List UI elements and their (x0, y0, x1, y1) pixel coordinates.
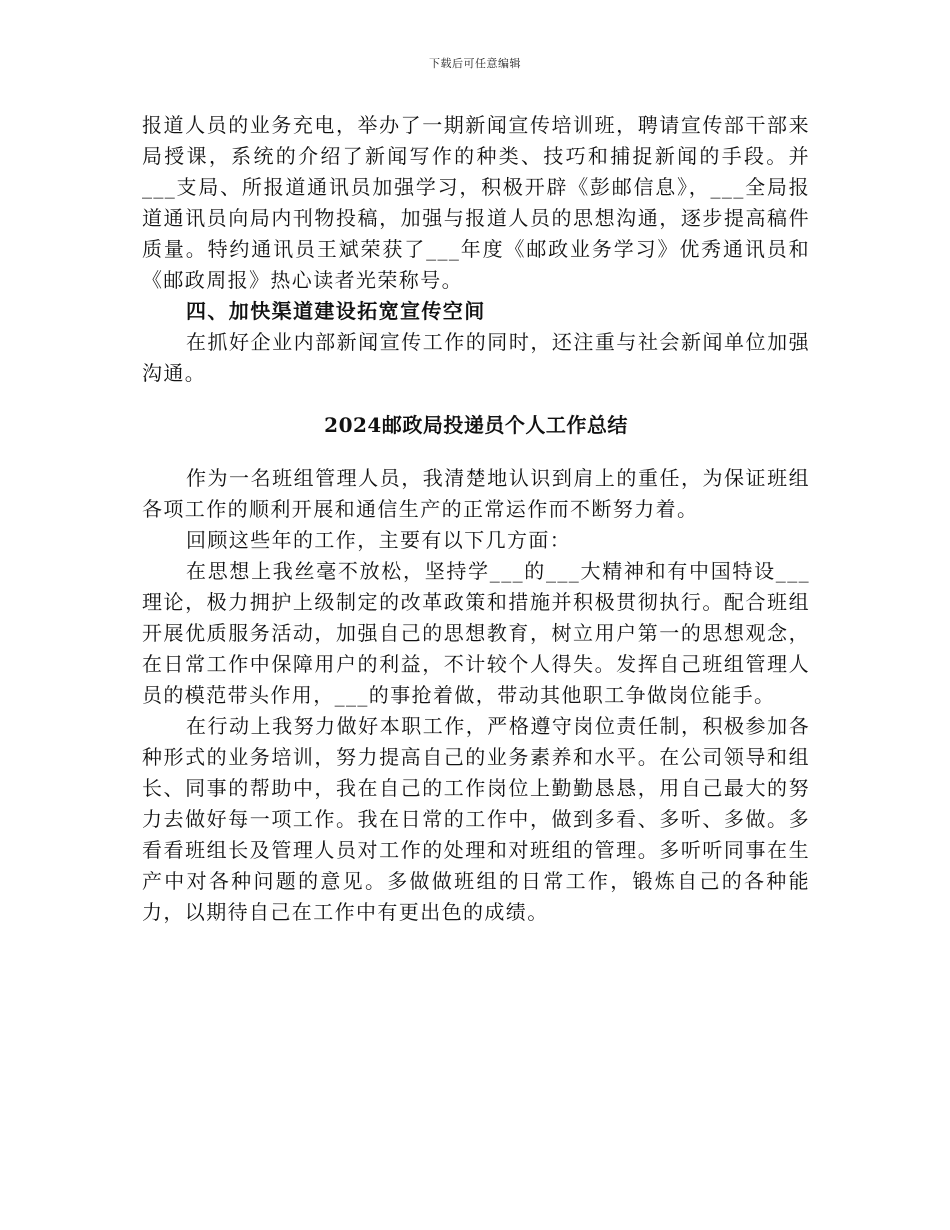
header-note: 下载后可任意编辑 (429, 57, 521, 70)
article-paragraph-3: 在思想上我丝毫不放松，坚持学___的___大精神和有中国特设___理论，极力拥护上级制定的改革政策和措施并积极贯彻执行。配合班组开展优质服务活动，加强自己的思想教育，树立用户第一的思想观念，在日常工作中保障用户的利益，不计较个人得失。发挥自己班组管理人员的模范带头作用，___的事抢着做，带动其他职工争做岗位能手。 (142, 559, 810, 707)
article-paragraph-4: 在行动上我努力做好本职工作，严格遵守岗位责任制，积极参加各种形式的业务培训，努力提高自己的业务素养和水平。在公司领导和组长、同事的帮助中，我在自己的工作岗位上勤勤恳恳，用自己最大的努力去做好每一项工作。我在日常的工作中，做到多看、多听、多做。多看看班组长及管理人员对工作的处理和对班组的管理。多听听同事在生产中对各种问题的意见。多做做班组的日常工作，锻炼自己的各种能力，以期待自己在工作中有更出色的成绩。 (142, 714, 810, 924)
document-body (142, 110, 810, 928)
article-paragraph-1: 作为一名班组管理人员，我清楚地认识到肩上的重任，为保证班组各项工作的顺利开展和通信生产的正常运作而不断努力着。 (142, 466, 810, 521)
section-heading: 四、加快渠道建设拓宽宣传空间 (186, 299, 486, 323)
article-title: 2024邮政局投递员个人工作总结 (324, 413, 628, 437)
section-paragraph: 在抓好企业内部新闻宣传工作的同时，还注重与社会新闻单位加强沟通。 (142, 330, 810, 385)
article-paragraph-2: 回顾这些年的工作，主要有以下几方面： (186, 528, 572, 552)
continued-paragraph: 报道人员的业务充电，举办了一期新闻宣传培训班，聘请宣传部干部来局授课，系统的介绍了新闻写作的种类、技巧和捕捉新闻的手段。并___支局、所报道通讯员加强学习，积极开辟《彭邮信息》，___全局报道通讯员向局内刊物投稿，加强与报道人员的思想沟通，逐步提高稿件质量。特约通讯员王斌荣获了___年度《邮政业务学习》优秀通讯员和《邮政周报》热心读者光荣称号。 (142, 113, 810, 292)
